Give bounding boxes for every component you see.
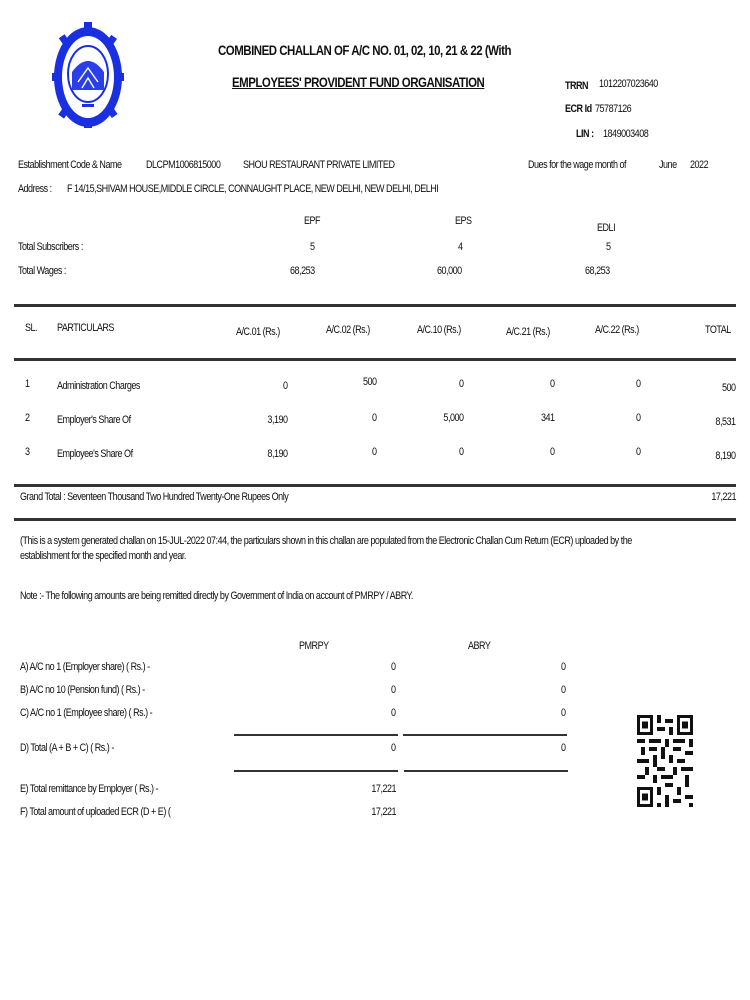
remit-row-label: C) A/C no 1 (Employee share) ( Rs.) - [20, 707, 153, 719]
dues-year: 2022 [690, 159, 709, 171]
table-cell-particulars: Administration Charges [57, 380, 140, 392]
remit-col-abry: ABRY [468, 640, 491, 652]
grand-total-label: Grand Total : Seventeen Thousand Two Hundred Twenty-One Rupees Only [20, 491, 289, 503]
summary-col-epf: EPF [304, 215, 321, 227]
table-cell-ac10: 0 [459, 446, 464, 458]
subscribers-edli: 5 [606, 241, 611, 253]
table-cell-ac22: 0 [636, 378, 641, 390]
table-cell-total: 8,190 [715, 450, 736, 462]
lin-value: 1849003408 [603, 128, 649, 140]
table-cell-ac22: 0 [636, 446, 641, 458]
subscribers-eps: 4 [458, 241, 463, 253]
divider [404, 770, 568, 772]
address-label: Address : [18, 183, 52, 195]
table-cell-ac02: 500 [363, 376, 377, 388]
wages-edli: 68,253 [585, 265, 610, 277]
divider [14, 358, 736, 361]
subscribers-label: Total Subscribers : [18, 241, 83, 253]
table-cell-ac01: 8,190 [267, 448, 288, 460]
table-cell-sl: 2 [25, 412, 30, 424]
table-cell-ac10: 0 [459, 378, 464, 390]
header-ac22: A/C.22 (Rs.) [595, 324, 639, 336]
table-cell-ac21: 341 [541, 412, 555, 424]
divider [234, 770, 398, 772]
remit-row-abry: 0 [561, 684, 566, 696]
remit-row-pmrpy: 0 [391, 684, 396, 696]
table-cell-ac10: 5,000 [443, 412, 464, 424]
header-ac02: A/C.02 (Rs.) [326, 324, 370, 336]
remit-row-pmrpy: 17,221 [371, 783, 396, 795]
remit-row-pmrpy: 17,221 [371, 806, 396, 818]
remit-row-abry: 0 [561, 707, 566, 719]
divider [14, 518, 736, 521]
table-cell-particulars: Employee's Share Of [57, 448, 133, 460]
table-cell-ac01: 0 [283, 380, 288, 392]
table-cell-ac21: 0 [550, 446, 555, 458]
header-ac10: A/C.10 (Rs.) [417, 324, 461, 336]
remit-row-pmrpy: 0 [391, 661, 396, 673]
remit-row-pmrpy: 0 [391, 742, 396, 754]
epfo-logo-icon [52, 22, 124, 128]
establishment-name: SHOU RESTAURANT PRIVATE LIMITED [243, 159, 395, 171]
remit-row-label: D) Total (A + B + C) ( Rs.) - [20, 742, 114, 754]
lin-label: LIN : [576, 128, 594, 140]
dues-month: June [659, 159, 677, 171]
divider [403, 734, 567, 736]
table-cell-ac01: 3,190 [267, 414, 288, 426]
table-cell-ac21: 0 [550, 378, 555, 390]
trrn-value: 1012207023640 [599, 78, 658, 90]
table-cell-total: 500 [722, 382, 736, 394]
qr-code-icon [637, 715, 693, 807]
divider [14, 484, 736, 487]
table-cell-ac02: 0 [372, 446, 377, 458]
table-cell-particulars: Employer's Share Of [57, 414, 131, 426]
summary-col-edli: EDLI [597, 222, 616, 234]
header-total: TOTAL [705, 324, 731, 336]
remit-row-label: B) A/C no 10 (Pension fund) ( Rs.) - [20, 684, 145, 696]
divider [14, 304, 736, 307]
dues-label: Dues for the wage month of [528, 159, 627, 171]
establishment-code: DLCPM1006815000 [146, 159, 221, 171]
wages-eps: 60,000 [437, 265, 462, 277]
remit-row-abry: 0 [561, 742, 566, 754]
header-sl: SL. [25, 322, 38, 334]
table-cell-ac22: 0 [636, 412, 641, 424]
header-ac21: A/C.21 (Rs.) [506, 326, 550, 338]
ecr-label: ECR Id [565, 103, 592, 115]
grand-total-value: 17,221 [711, 491, 736, 503]
system-note-line-1: (This is a system generated challan on 15-JUL-2022 07:44, the particulars shown in this challan are populated from the Electronic Challan Cum Return (ECR) uploaded by the [20, 535, 632, 547]
header-particulars: PARTICULARS [57, 322, 114, 334]
table-cell-sl: 3 [25, 446, 30, 458]
trrn-label: TRRN [565, 80, 589, 92]
table-cell-total: 8,531 [715, 416, 736, 428]
establishment-label: Establishment Code & Name [18, 159, 122, 171]
wages-epf: 68,253 [290, 265, 315, 277]
wages-label: Total Wages : [18, 265, 66, 277]
remit-row-label: A) A/C no 1 (Employer share) ( Rs.) - [20, 661, 150, 673]
address-value: F 14/15,SHIVAM HOUSE,MIDDLE CIRCLE, CONNAUGHT PLACE, NEW DELHI, NEW DELHI, DELHI [67, 183, 439, 195]
remit-row-pmrpy: 0 [391, 707, 396, 719]
system-note-line-2: establishment for the specified month and year. [20, 550, 186, 562]
divider [234, 734, 398, 736]
subscribers-epf: 5 [310, 241, 315, 253]
remit-row-label: E) Total remittance by Employer ( Rs.) - [20, 783, 159, 795]
remit-row-label: F) Total amount of uploaded ECR (D + E) ( [20, 806, 171, 818]
remit-row-abry: 0 [561, 661, 566, 673]
header-ac01: A/C.01 (Rs.) [236, 326, 280, 338]
table-cell-ac02: 0 [372, 412, 377, 424]
remit-col-pmrpy: PMRPY [299, 640, 329, 652]
ecr-value: 75787126 [595, 103, 632, 115]
table-cell-sl: 1 [25, 378, 30, 390]
govt-note: Note :- The following amounts are being remitted directly by Government of India on account of PMRPY / ABRY. [20, 590, 413, 602]
title-line-1: COMBINED CHALLAN OF A/C NO. 01, 02, 10, 21 & 22 (With [218, 42, 511, 58]
summary-col-eps: EPS [455, 215, 472, 227]
title-line-2: EMPLOYEES' PROVIDENT FUND ORGANISATION [232, 74, 485, 90]
